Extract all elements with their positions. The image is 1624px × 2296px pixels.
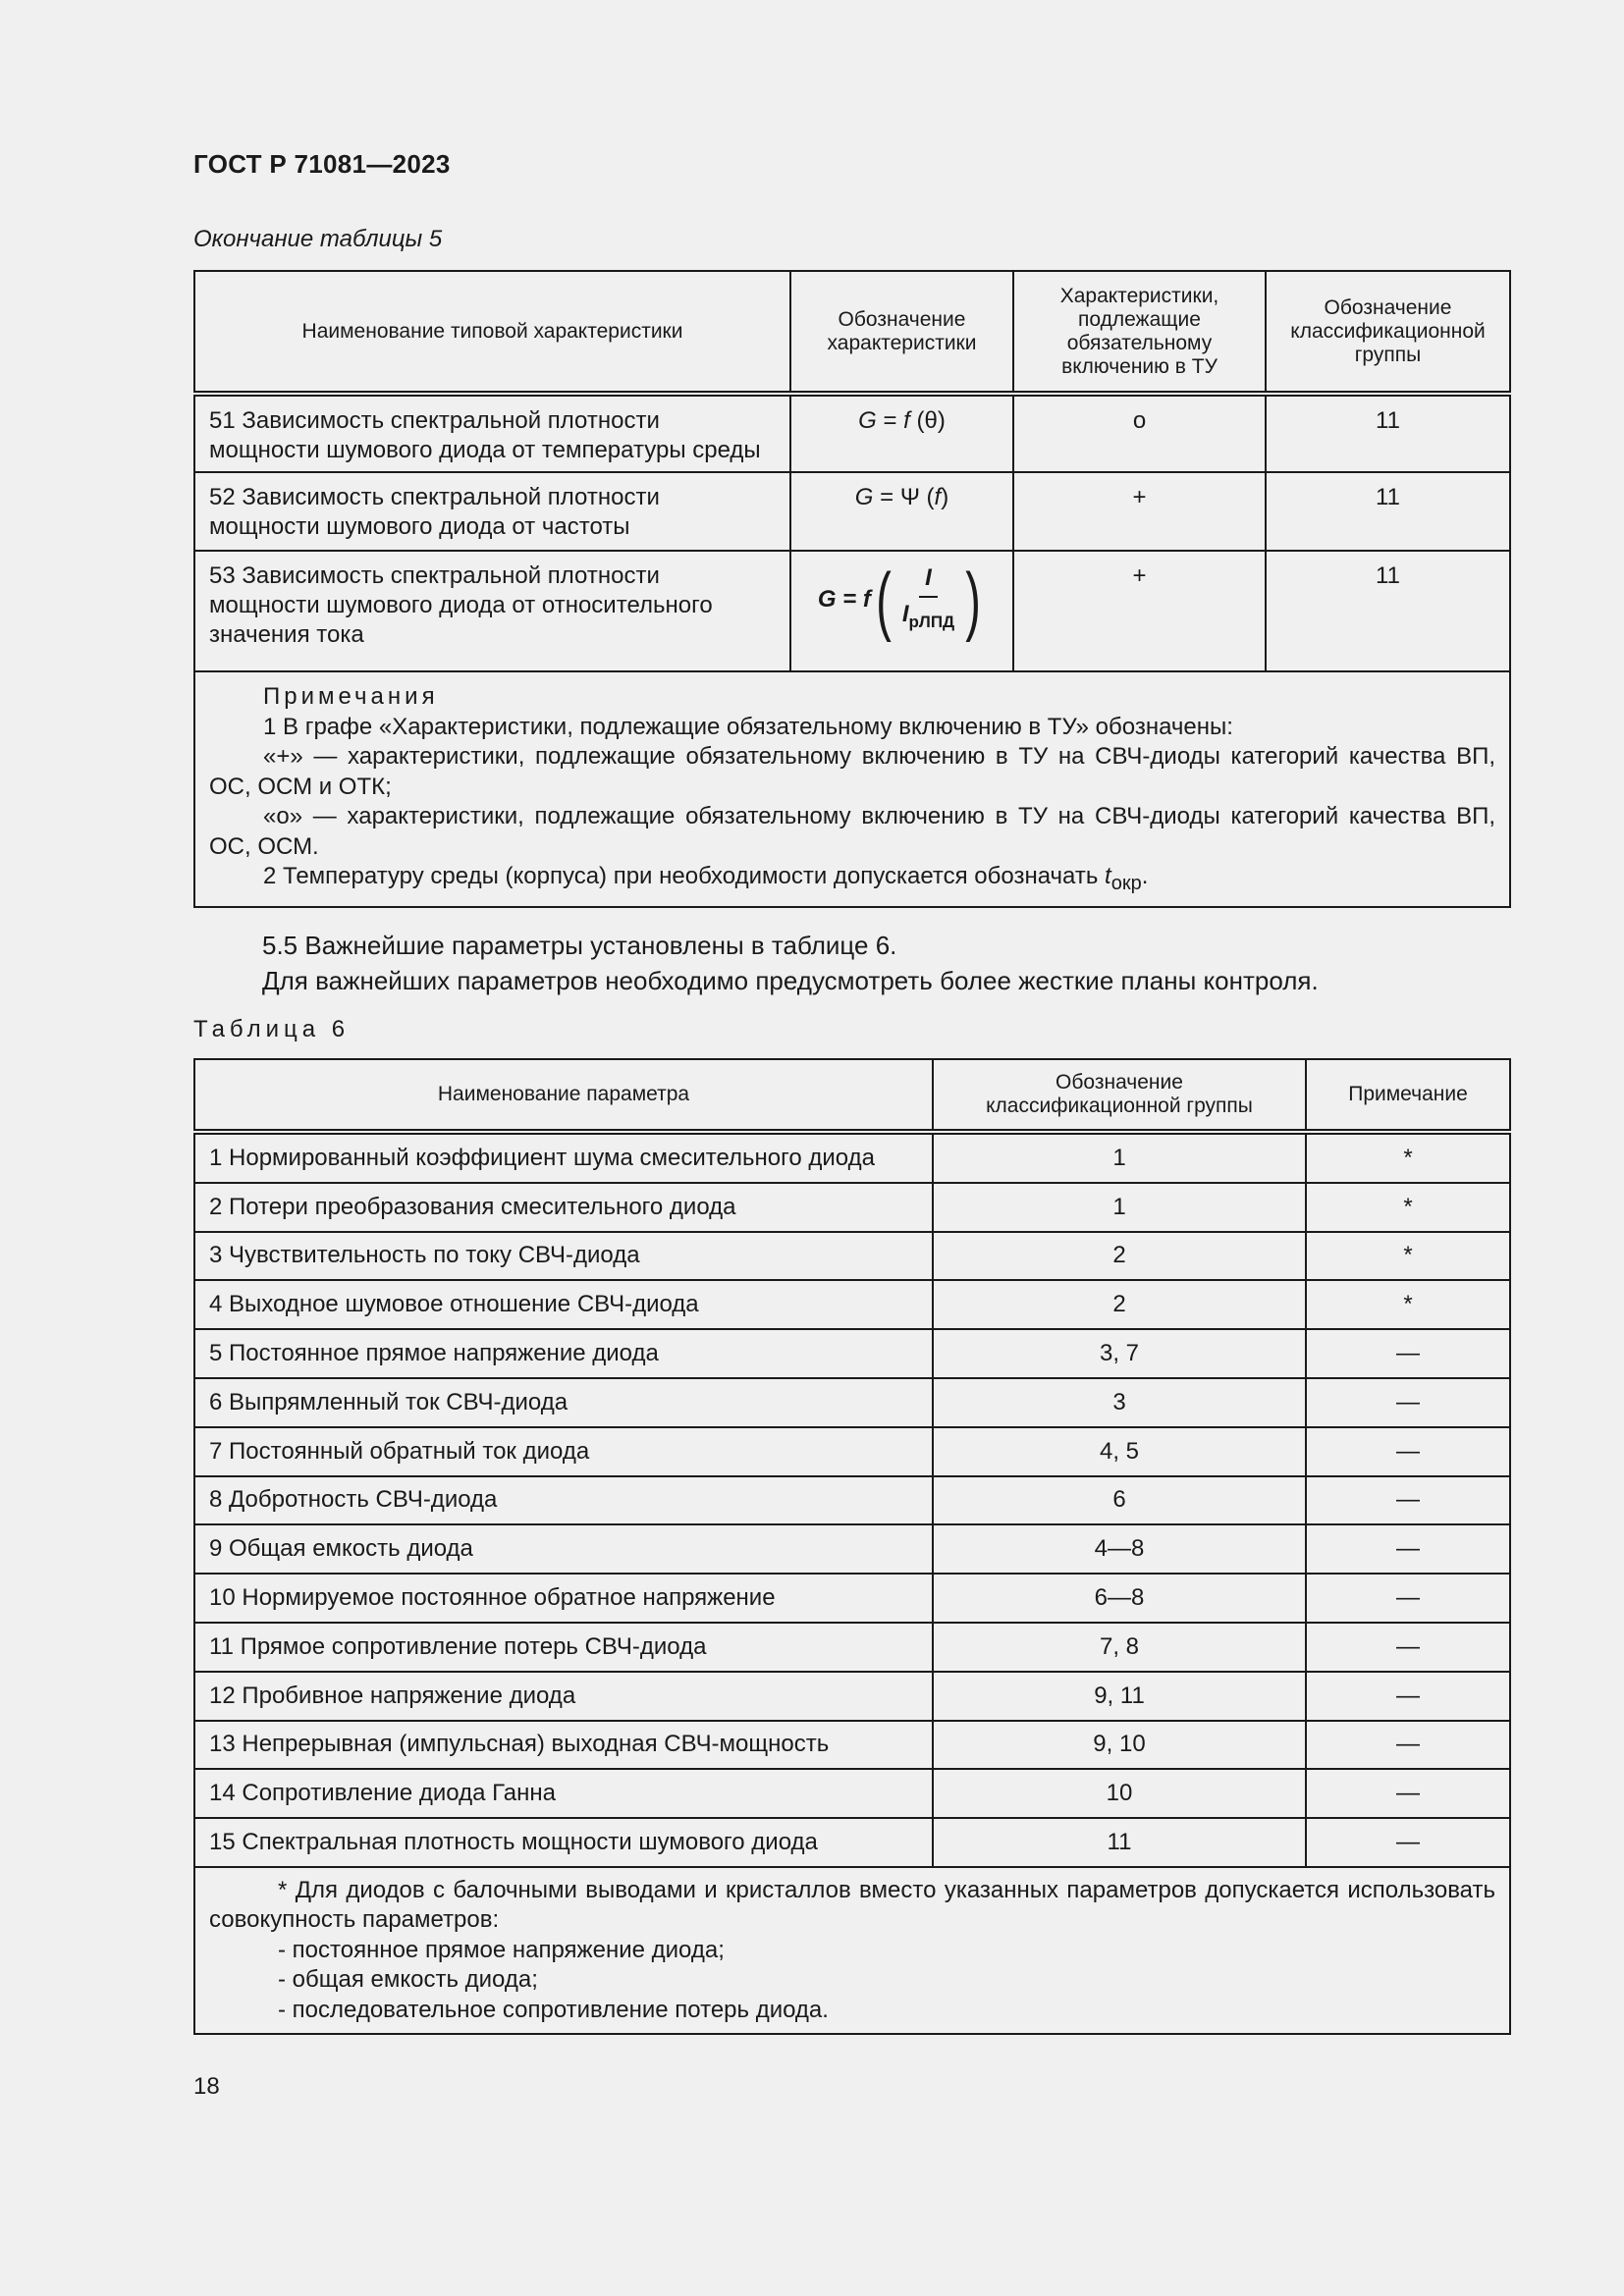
param-group: 1 — [933, 1132, 1306, 1183]
param-group: 4—8 — [933, 1524, 1306, 1574]
table-row — [194, 394, 1510, 472]
footnote-item: - постоянное прямое напряжение диода; — [278, 1936, 725, 1963]
param-name: 4 Выходное шумовое отношение СВЧ-диода — [194, 1280, 933, 1329]
table5-header-row — [194, 271, 1510, 394]
relative-current-formula: G = f ( $\frac{I}{I_{рЛПД}}$ ) — [817, 557, 981, 643]
param-note: — — [1306, 1574, 1510, 1623]
table5-notes — [194, 671, 1510, 907]
table6-col-name: Наименование параметра — [194, 1059, 933, 1132]
note-2: 2 Температуру среды (корпуса) при необходимости допускается обозначать $t_{окр}$. — [263, 863, 1149, 894]
table-row — [194, 1769, 1510, 1818]
table-row — [194, 1183, 1510, 1232]
row-name: 51 Зависимость спектральной плотности мощности шумового диода от температуры среды — [194, 394, 790, 472]
table6-footnote-row — [194, 1867, 1510, 2035]
param-name: 12 Пробивное напряжение диода — [194, 1672, 933, 1721]
row-name: 52 Зависимость спектральной плотности мощности шумового диода от частоты — [194, 472, 790, 551]
footnote-text: * Для диодов с балочными выводами и кристаллов вместо указанных параметров допускается использовать совокупность параметров: — [209, 1876, 1495, 1934]
row-mandatory: + — [1013, 551, 1266, 671]
table-row — [194, 1476, 1510, 1525]
param-name: 2 Потери преобразования смесительного диода — [194, 1183, 933, 1232]
table5-col-group: Обозначение классификационной группы — [1266, 271, 1510, 394]
param-note: — — [1306, 1427, 1510, 1476]
param-name: 9 Общая емкость диода — [194, 1524, 933, 1574]
param-name: 5 Постоянное прямое напряжение диода — [194, 1329, 933, 1378]
table5-col-symbol: Обозначение характеристики — [790, 271, 1013, 394]
param-note: — — [1306, 1329, 1510, 1378]
param-group: 7, 8 — [933, 1623, 1306, 1672]
table5-notes-row — [194, 671, 1510, 907]
note-1a: «+» — характеристики, подлежащие обязательному включению в ТУ на СВЧ-диоды категорий качества ВП, ОС, ОСМ и ОТК; — [209, 743, 1495, 800]
param-group: 6 — [933, 1476, 1306, 1525]
table-6 — [193, 1058, 1511, 2035]
row-group: 11 — [1266, 394, 1510, 472]
table-row — [194, 1329, 1510, 1378]
param-group: 4, 5 — [933, 1427, 1306, 1476]
note-1: 1 В графе «Характеристики, подлежащие обязательному включению в ТУ» обозначены: — [263, 713, 1233, 740]
row-symbol: G = f (θ) — [790, 394, 1013, 472]
param-group: 9, 10 — [933, 1721, 1306, 1770]
param-group: 6—8 — [933, 1574, 1306, 1623]
table-row — [194, 1721, 1510, 1770]
notes-title: Примечания — [263, 683, 439, 710]
param-note: * — [1306, 1232, 1510, 1281]
table6-col-note: Примечание — [1306, 1059, 1510, 1132]
table6-caption: Таблица 6 — [193, 1016, 351, 1042]
param-note: — — [1306, 1818, 1510, 1867]
param-note: * — [1306, 1183, 1510, 1232]
page-number: 18 — [193, 2073, 220, 2100]
param-note: — — [1306, 1769, 1510, 1818]
footnote-item: - общая емкость диода; — [278, 1966, 538, 1994]
table-row — [194, 1280, 1510, 1329]
table6-col-group: Обозначение классификационной группы — [933, 1059, 1306, 1132]
param-group: 11 — [933, 1818, 1306, 1867]
param-group: 9, 11 — [933, 1672, 1306, 1721]
param-note: — — [1306, 1623, 1510, 1672]
document-code: ГОСТ Р 71081—2023 — [193, 149, 451, 179]
note-1b: «о» — характеристики, подлежащие обязательному включению в ТУ на СВЧ-диоды категорий качества ВП, ОС, ОСМ. — [209, 803, 1495, 860]
table-row — [194, 1524, 1510, 1574]
param-name: 3 Чувствительность по току СВЧ-диода — [194, 1232, 933, 1281]
param-name: 7 Постоянный обратный ток диода — [194, 1427, 933, 1476]
table-row — [194, 1132, 1510, 1183]
param-note: — — [1306, 1672, 1510, 1721]
table-row — [194, 1574, 1510, 1623]
row-mandatory: + — [1013, 472, 1266, 551]
table5-caption: Окончание таблицы 5 — [193, 226, 443, 252]
table6-footnote — [194, 1867, 1510, 2035]
param-name: 15 Спектральная плотность мощности шумового диода — [194, 1818, 933, 1867]
param-name: 10 Нормируемое постоянное обратное напряжение — [194, 1574, 933, 1623]
table-5 — [193, 270, 1511, 908]
table-row — [194, 1818, 1510, 1867]
section-line-2: Для важнейших параметров необходимо предусмотреть более жесткие планы контроля. — [262, 966, 1319, 995]
row-symbol: G = Ψ (f) — [790, 472, 1013, 551]
table-row — [194, 1427, 1510, 1476]
param-group: 1 — [933, 1183, 1306, 1232]
param-name: 13 Непрерывная (импульсная) выходная СВЧ-мощность — [194, 1721, 933, 1770]
param-name: 8 Добротность СВЧ-диода — [194, 1476, 933, 1525]
param-note: * — [1306, 1132, 1510, 1183]
table6-header-row — [194, 1059, 1510, 1132]
row-symbol-formula — [790, 551, 1013, 671]
param-name: 6 Выпрямленный ток СВЧ-диода — [194, 1378, 933, 1427]
table-row — [194, 1378, 1510, 1427]
row-group: 11 — [1266, 472, 1510, 551]
row-group: 11 — [1266, 551, 1510, 671]
param-group: 2 — [933, 1232, 1306, 1281]
table-row — [194, 472, 1510, 551]
param-name: 1 Нормированный коэффициент шума смесительного диода — [194, 1132, 933, 1183]
table-row — [194, 551, 1510, 671]
param-name: 11 Прямое сопротивление потерь СВЧ-диода — [194, 1623, 933, 1672]
footnote-item: - последовательное сопротивление потерь диода. — [278, 1996, 829, 2023]
table5-col-mandatory: Характеристики, подлежащие обязательному включению в ТУ — [1013, 271, 1266, 394]
param-group: 2 — [933, 1280, 1306, 1329]
table5-col-name: Наименование типовой характеристики — [194, 271, 790, 394]
param-name: 14 Сопротивление диода Ганна — [194, 1769, 933, 1818]
table-row — [194, 1623, 1510, 1672]
row-name: 53 Зависимость спектральной плотности мощности шумового диода от относительного значения тока — [194, 551, 790, 671]
param-group: 3, 7 — [933, 1329, 1306, 1378]
table-row — [194, 1232, 1510, 1281]
param-note: — — [1306, 1721, 1510, 1770]
param-note: * — [1306, 1280, 1510, 1329]
row-mandatory: о — [1013, 394, 1266, 472]
table-row — [194, 1672, 1510, 1721]
param-note: — — [1306, 1524, 1510, 1574]
param-note: — — [1306, 1378, 1510, 1427]
section-5-5 — [193, 928, 1509, 998]
param-group: 10 — [933, 1769, 1306, 1818]
param-group: 3 — [933, 1378, 1306, 1427]
section-line-1: 5.5 Важнейшие параметры установлены в таблице 6. — [262, 931, 897, 960]
param-note: — — [1306, 1476, 1510, 1525]
